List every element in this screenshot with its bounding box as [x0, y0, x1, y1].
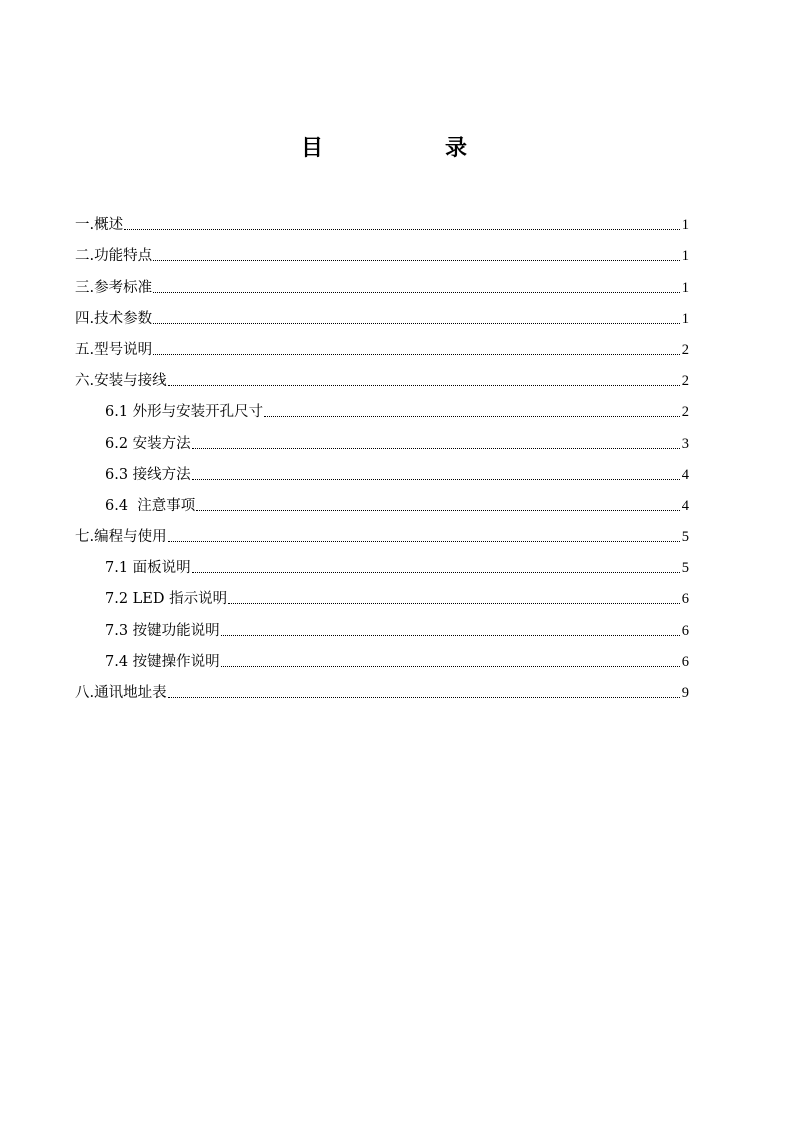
toc-subentry[interactable]	[75, 391, 689, 422]
toc-entry-page: 4	[681, 497, 689, 514]
toc-entry-page: 6	[681, 591, 689, 608]
toc-dot-leader	[124, 229, 680, 230]
toc-entry-page: 2	[681, 404, 689, 421]
toc-entry[interactable]	[75, 329, 689, 360]
toc-entry-label: 六.安装与接线	[75, 373, 167, 390]
toc-entry-label: 6.1 外形与安装开孔尺寸	[105, 404, 264, 421]
toc-entry-label: 7.3 按键功能说明	[105, 622, 220, 639]
toc-subentry[interactable]	[75, 578, 689, 609]
toc-dot-leader	[168, 385, 680, 386]
toc-dot-leader	[153, 260, 680, 261]
toc-entry-label: 七.编程与使用	[75, 529, 167, 546]
toc-entry-label: 五.型号说明	[75, 341, 153, 358]
toc-entry[interactable]	[75, 298, 689, 329]
toc-entry-page: 4	[681, 466, 689, 483]
toc-list	[75, 204, 689, 703]
toc-entry-page: 2	[681, 341, 689, 358]
toc-entry-label: 7.2 LED 指示说明	[105, 591, 228, 608]
toc-dot-leader	[196, 510, 679, 511]
toc-dot-leader	[153, 354, 680, 355]
toc-dot-leader	[192, 479, 680, 480]
toc-dot-leader	[153, 323, 680, 324]
toc-entry-page: 1	[681, 248, 689, 265]
toc-dot-leader	[192, 572, 680, 573]
toc-entry[interactable]	[75, 360, 689, 391]
toc-subentry[interactable]	[75, 454, 689, 485]
toc-entry-label: 八.通讯地址表	[75, 685, 167, 701]
toc-entry[interactable]	[75, 672, 689, 703]
toc-entry-label: 6.2 安装方法	[105, 435, 191, 452]
toc-subentry[interactable]	[75, 547, 689, 578]
toc-subentry[interactable]	[75, 485, 689, 516]
toc-entry[interactable]	[75, 266, 689, 297]
toc-entry-label: 7.4 按键操作说明	[105, 653, 220, 670]
toc-entry-page: 5	[681, 560, 689, 577]
toc-entry-page: 1	[681, 310, 689, 327]
toc-dot-leader	[221, 666, 680, 667]
toc-entry-label: 三.参考标准	[75, 279, 153, 296]
toc-entry-page: 3	[681, 435, 689, 452]
toc-subentry[interactable]	[75, 422, 689, 453]
toc-dot-leader	[168, 541, 680, 542]
toc-entry-label: 6.3 接线方法	[105, 466, 191, 483]
toc-entry-page: 6	[681, 622, 689, 639]
toc-entry-page: 2	[681, 373, 689, 390]
toc-dot-leader	[192, 448, 680, 449]
toc-subentry[interactable]	[75, 641, 689, 672]
toc-dot-leader	[221, 635, 680, 636]
toc-entry-label: 6.4 注意事项	[105, 497, 196, 514]
toc-entry-page: 1	[681, 217, 689, 234]
toc-entry-label: 二.功能特点	[75, 248, 153, 265]
toc-entry-page: 1	[681, 279, 689, 296]
toc-title: 目 录	[300, 136, 517, 161]
toc-entry-label: 四.技术参数	[75, 310, 153, 327]
toc-entry-page: 6	[681, 653, 689, 670]
toc-subentry[interactable]	[75, 609, 689, 640]
toc-entry-label: 7.1 面板说明	[105, 560, 191, 577]
toc-dot-leader	[228, 603, 680, 604]
toc-entry[interactable]	[75, 235, 689, 266]
toc-dot-leader	[264, 416, 680, 417]
toc-entry[interactable]	[75, 204, 689, 235]
toc-entry-label: 一.概述	[75, 217, 124, 234]
toc-dot-leader	[168, 697, 680, 698]
toc-entry[interactable]	[75, 516, 689, 547]
toc-entry-page: 9	[681, 685, 689, 701]
toc-entry-page: 5	[681, 529, 689, 546]
toc-dot-leader	[153, 292, 680, 293]
